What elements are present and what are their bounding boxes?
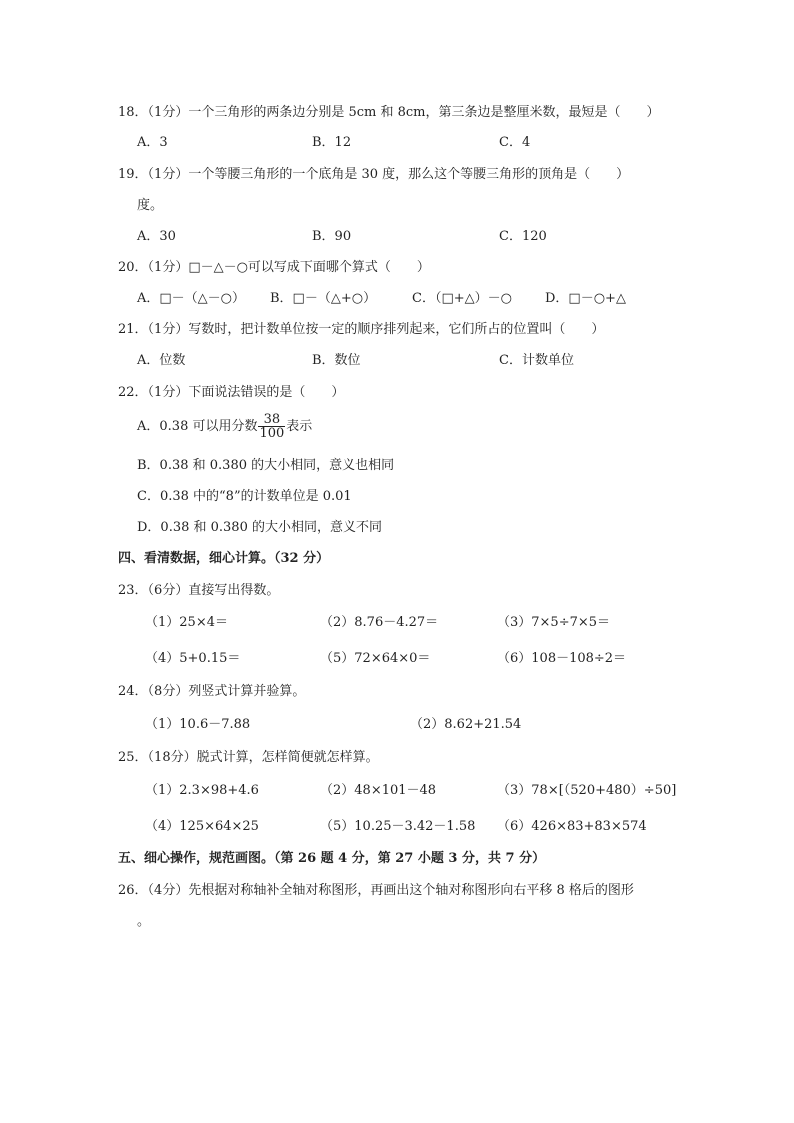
q23-item-1: （1）25×4＝ [145,615,228,630]
q18-option-a: A．3 [137,135,168,150]
fraction-denominator: 100 [259,426,285,441]
section-4-heading: 四、看清数据，细心计算。（32 分） [118,551,330,566]
q19-stem-continued: 度。 [137,198,164,213]
q21-option-a: A．位数 [137,353,186,368]
q19-option-a: A．30 [137,229,176,244]
q20-stem: 20．（1分）□－△－○可以写成下面哪个算式（ ） [118,260,430,275]
q22-stem: 22．（1分）下面说法错误的是（ ） [118,385,345,400]
q20-option-a: A．□－（△－○） [137,291,246,306]
fraction-numerator: 38 [258,413,285,427]
q23-item-2: （2）8.76－4.27＝ [320,615,439,630]
q22-option-d: D．0.38 和 0.380 的大小相同，意义不同 [137,520,382,535]
q22-option-c: C．0.38 中的“8”的计数单位是 0.01 [137,489,352,504]
q23-item-5: （5）72×64×0＝ [320,651,431,666]
fraction-38-100 [258,413,285,440]
q22-option-a-suffix: 表示 [286,419,313,434]
q25-item-2: （2）48×101－48 [320,783,437,798]
q24-item-2: （2）8.62+21.54 [410,717,522,732]
q19-stem: 19．（1分）一个等腰三角形的一个底角是 30 度，那么这个等腰三角形的顶角是（ ） [118,167,630,182]
q19-option-c: C．120 [499,229,547,244]
q22-option-a [137,412,312,442]
q26-stem-continued: 。 [137,914,151,929]
q20-option-c: C．（□+△）－○ [412,291,512,306]
q25-item-3: （3）78×[（520+480）÷50] [497,783,677,798]
q23-stem: 23．（6分）直接写出得数。 [118,583,280,598]
q24-stem: 24．（8分）列竖式计算并验算。 [118,684,306,699]
q22-option-b: B．0.38 和 0.380 的大小相同，意义也相同 [137,458,395,473]
q24-item-1: （1）10.6－7.88 [145,717,251,732]
q18-option-c: C．4 [499,135,531,150]
q18-option-b: B．12 [312,135,352,150]
q25-item-1: （1）2.3×98+4.6 [145,783,259,798]
q23-item-6: （6）108－108÷2＝ [497,651,627,666]
q20-option-b: B．□－（△+○） [270,291,377,306]
q21-option-b: B．数位 [312,353,361,368]
q19-option-b: B．90 [312,229,352,244]
section-5-heading: 五、细心操作，规范画图。（第 26 题 4 分，第 27 小题 3 分，共 7 分） [118,851,546,866]
q22-option-a-text: A．0.38 可以用分数 [137,419,258,434]
q21-stem: 21．（1分）写数时，把计数单位按一定的顺序排列起来，它们所占的位置叫（ ） [118,322,605,337]
q23-item-3: （3）7×5÷7×5＝ [497,615,611,630]
q23-item-4: （4）5+0.15＝ [145,651,241,666]
q26-stem: 26．（4分）先根据对称轴补全轴对称图形，再画出这个轴对称图形向右平移 8 格后的图形 [118,883,634,898]
q21-option-c: C．计数单位 [499,353,574,368]
q18-stem: 18．（1分）一个三角形的两条边分别是 5cm 和 8cm，第三条边是整厘米数，最短是（ ） [118,105,660,120]
q25-stem: 25．（18分）脱式计算，怎样简便就怎样算。 [118,750,379,765]
q20-option-d: D．□－○+△ [545,291,626,306]
q25-item-4: （4）125×64×25 [145,819,259,834]
q25-item-6: （6）426×83+83×574 [497,819,647,834]
q25-item-5: （5）10.25－3.42－1.58 [320,819,476,834]
